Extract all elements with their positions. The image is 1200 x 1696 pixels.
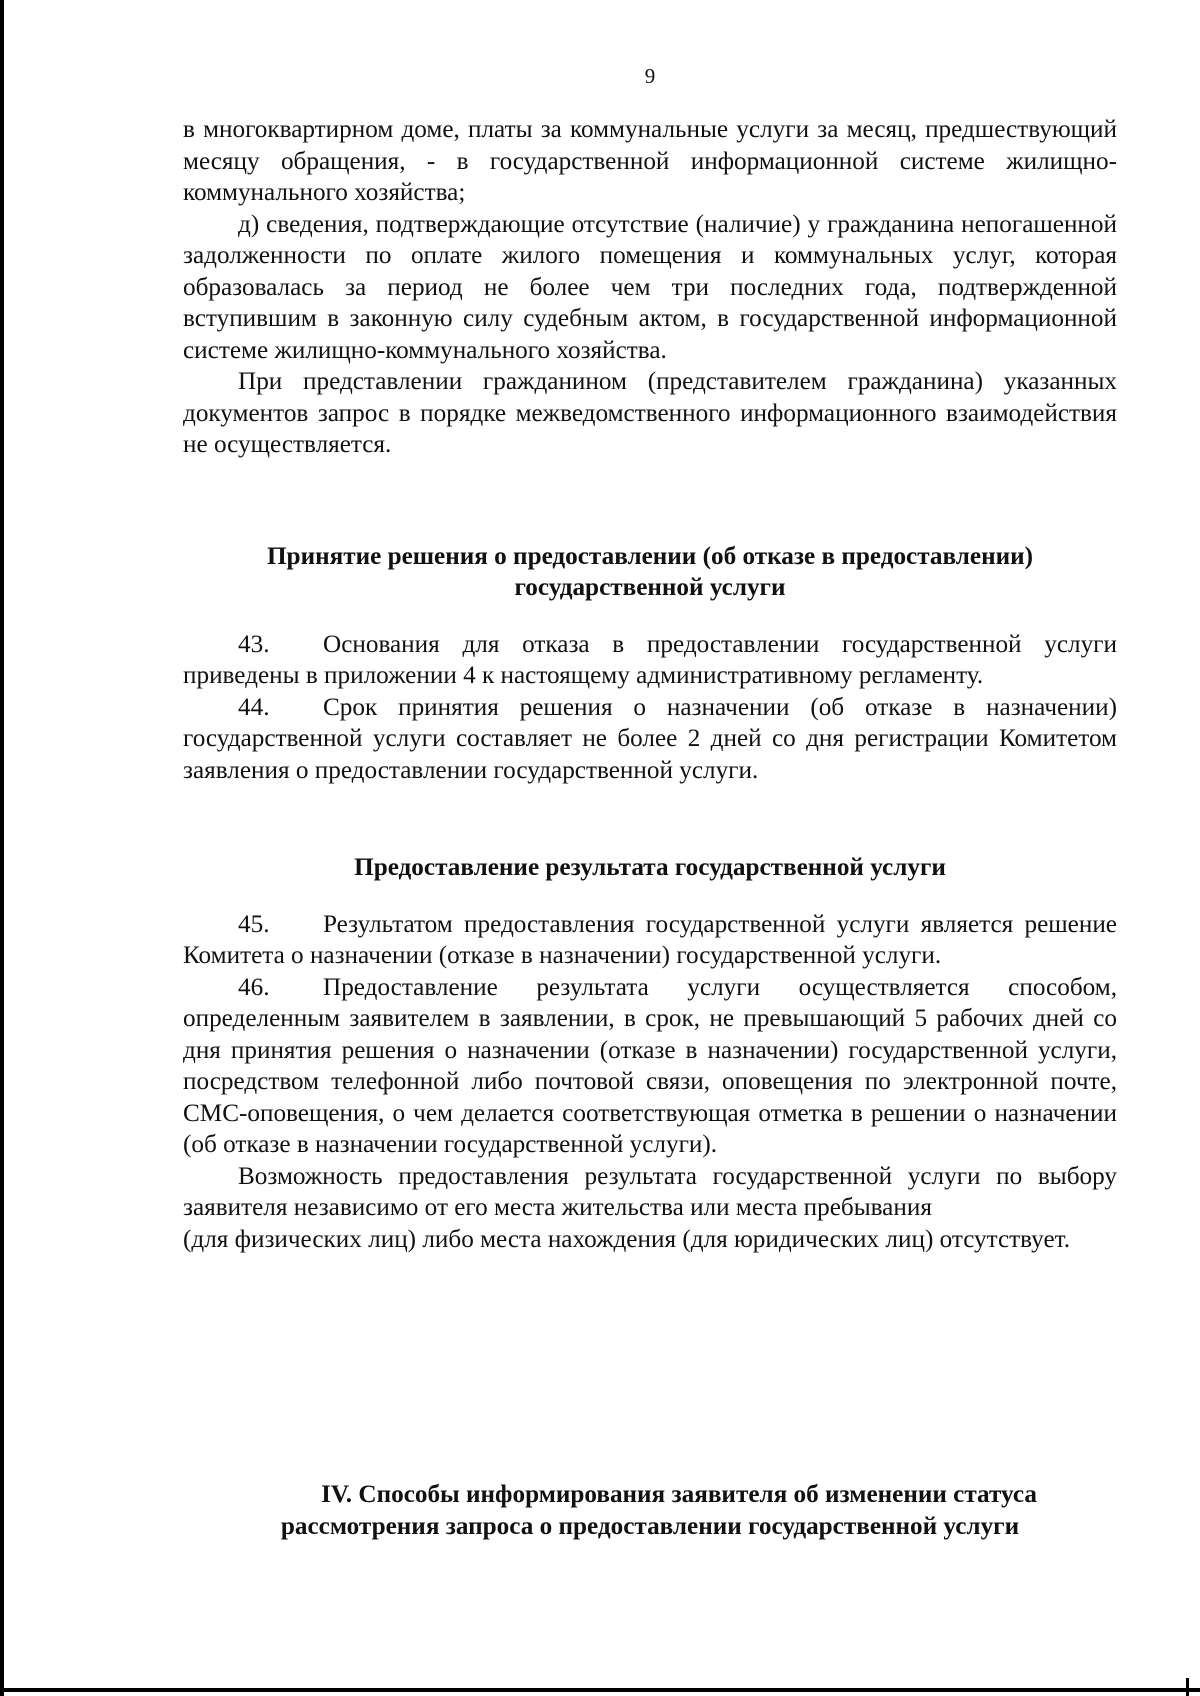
item-43 <box>183 629 1117 692</box>
item-46-number: 46. <box>238 973 270 1001</box>
page-border-bottom <box>0 1688 1200 1692</box>
possibility-paragraph-part1: Возможность предоставления результата государственной услуги по выбору заявителя независимо от его места жительства или места пребывания <box>183 1162 1117 1221</box>
heading-decision-line1: Принятие решения о предоставлении (об отказе в предоставлении) <box>266 542 1034 570</box>
item-44-number: 44. <box>238 693 270 721</box>
page-border-left <box>0 0 4 1696</box>
heading-result: Предоставление результата государственной услуги <box>354 854 946 881</box>
section-heading-iv <box>183 1479 1117 1542</box>
intro-paragraph: в многоквартирном доме, платы за коммунальные услуги за месяц, предшествующий месяцу обращения, - в государственной информационной системе жилищно-коммунального хозяйства; <box>183 116 1117 206</box>
section-heading-line2: рассмотрения запроса о предоставлении государственной услуги <box>280 1512 1020 1540</box>
section-heading-line1: IV. Способы информирования заявителя об изменении статуса <box>321 1481 1037 1508</box>
heading-decision <box>183 541 1117 604</box>
item-44-text: Срок принятия решения о назначении (об отказе в назначении) государственной услуги составляет не более 2 дней со дня регистрации Комитетом заявления о предоставлении государственной услуги. <box>183 693 1117 784</box>
item-46-text: Предоставление результата услуги осуществляется способом, определенным заявителем в заявлении, в срок, не превышающий 5 рабочих дней со дня принятия решения о назначении (отказе в назначении) государственной услуги, посредством телефонной либо почтовой связи, оповещения по электронной почте, СМС-оповещения, о чем делается соответствующая отметка в решении о назначении (об отказе в назначении государственной услуги). <box>183 973 1117 1158</box>
possibility-paragraph-part2: (для физических лиц) либо места нахождения (для юридических лиц) отсутствует. <box>183 1225 1071 1253</box>
item-43-number: 43. <box>238 630 270 658</box>
item-45 <box>183 909 1117 972</box>
item-45-number: 45. <box>238 910 270 938</box>
item-44 <box>183 692 1117 787</box>
page-border-right <box>1186 1678 1189 1696</box>
heading-decision-line2: государственной услуги <box>514 574 786 601</box>
item-43-text: Основания для отказа в предоставлении государственной услуги приведены в приложении 4 к настоящему административному регламенту. <box>183 630 1117 689</box>
document-body <box>183 114 1117 1255</box>
item-46 <box>183 972 1117 1161</box>
no-request-paragraph: При представлении гражданином (представителем гражданина) указанных документов запрос в порядке межведомственного информационного взаимодействия не осуществляется. <box>183 368 1117 458</box>
item-45-text: Результатом предоставления государственной услуги является решение Комитета о назначении (отказе в назначении) государственной услуги. <box>183 910 1117 969</box>
page-number: 9 <box>644 64 656 88</box>
item-d-paragraph: д) сведения, подтверждающие отсутствие (наличие) у гражданина непогашенной задолженности по оплате жилого помещения и коммунальных услуг, которая образовалась за период не более чем три последних года, подтвержденной вступившим в законную силу судебным актом, в государственной информационной системе жилищно-коммунального хозяйства. <box>183 210 1117 364</box>
